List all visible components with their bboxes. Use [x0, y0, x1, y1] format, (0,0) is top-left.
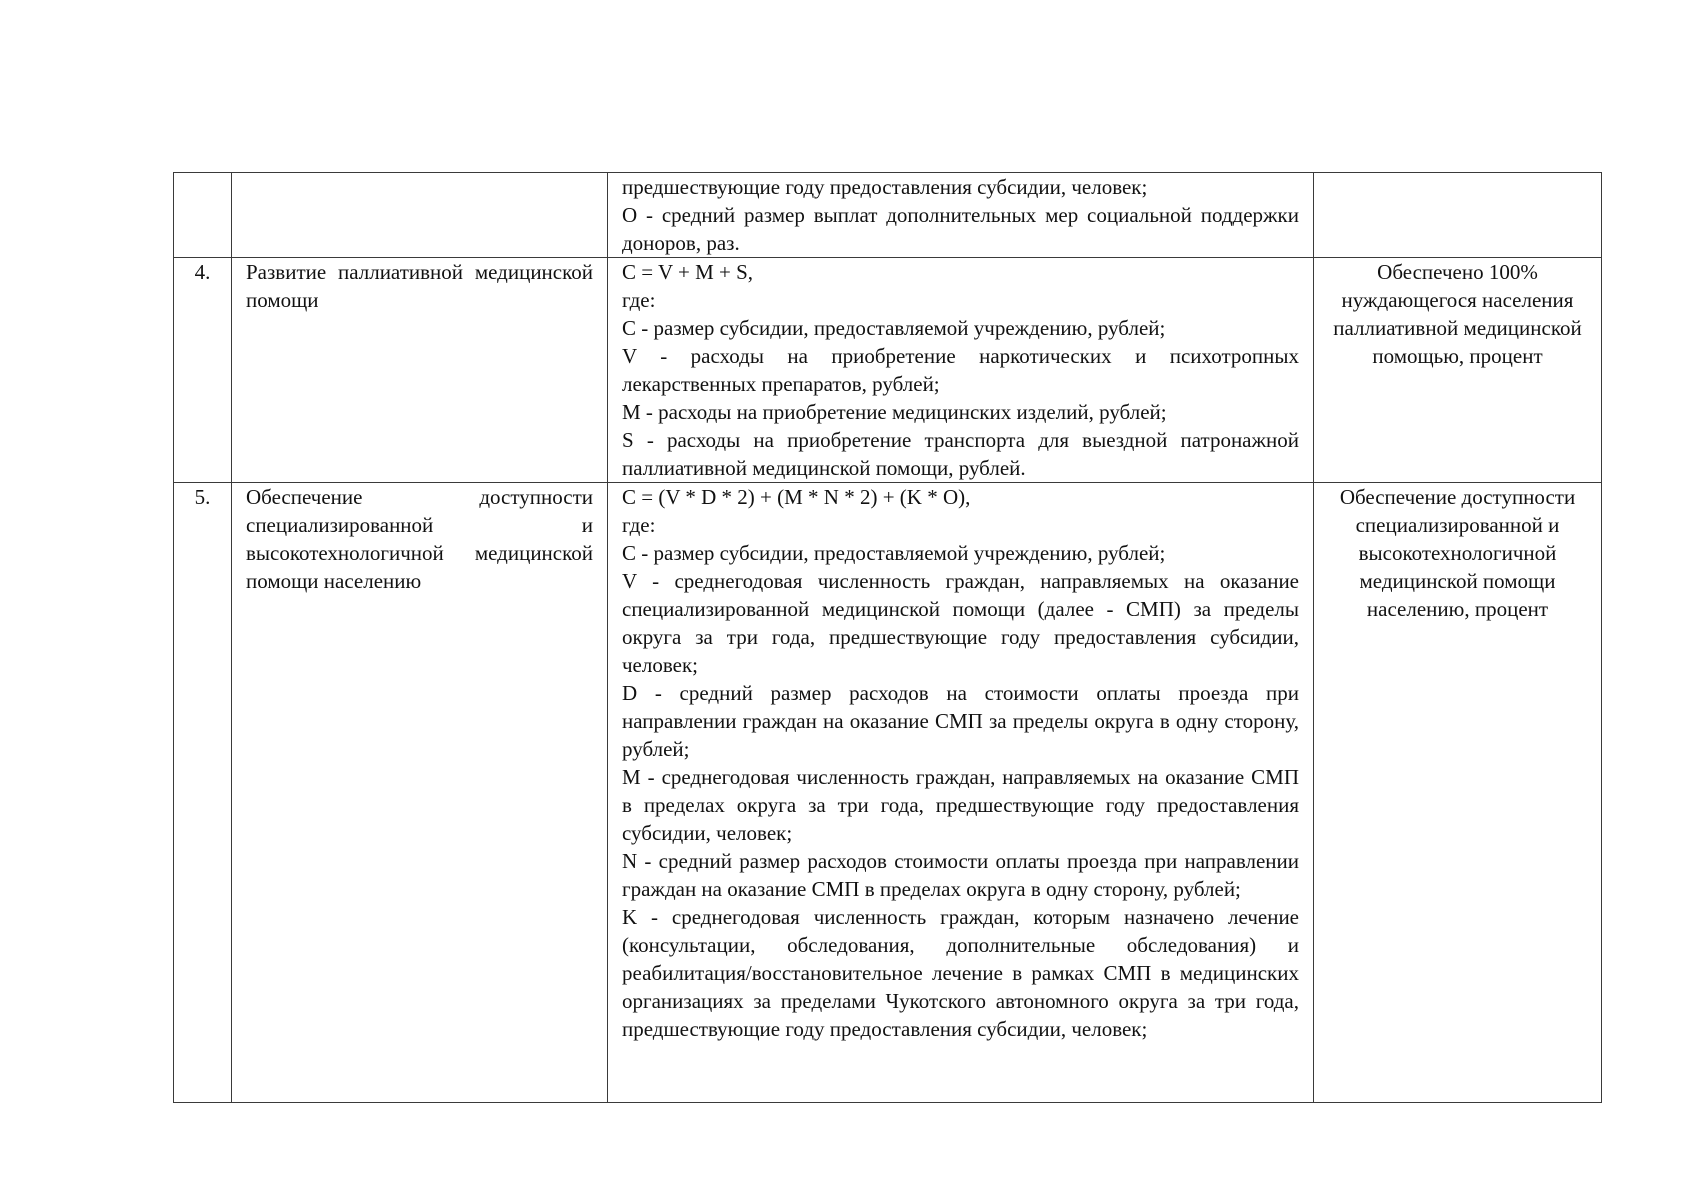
- row-number-cell: [174, 258, 232, 483]
- row-number: 5.: [194, 485, 211, 509]
- formula-line: где:: [622, 288, 656, 312]
- row-formula-cell: [608, 258, 1314, 483]
- formula-line: C - размер субсидии, предоставляемой учреждению, рублей;: [622, 316, 1166, 340]
- formula-line: M - расходы на приобретение медицинских изделий, рублей;: [622, 400, 1167, 424]
- formula-line: C = (V * D * 2) + (M * N * 2) + (K * O),: [622, 485, 971, 509]
- row-number-cell: [174, 173, 232, 258]
- formula-line: O - средний размер выплат дополнительных мер социальной поддержки доноров, раз.: [622, 203, 1299, 255]
- row-result-cell: [1314, 173, 1602, 258]
- row-result-cell: [1314, 258, 1602, 483]
- row-formula-cell: [608, 173, 1314, 258]
- formula-line: где:: [622, 513, 656, 537]
- row-name-cell: [232, 258, 608, 483]
- formula-line: предшествующие году предоставления субсидии, человек;: [622, 175, 1148, 199]
- table-row: [174, 173, 1602, 258]
- formula-line: K - среднегодовая численность граждан, которым назначено лечение (консультации, обследования, дополнительные обследования) и реабилитация/восстановительное лечение в рамках СМП в медицинских организациях за пределами Чукотского автономного округа за три года, предшествующие году предоставления субсидии, человек;: [622, 905, 1299, 1041]
- row-number-cell: [174, 483, 232, 1103]
- formula-line: N - средний размер расходов стоимости оплаты проезда при направлении граждан на оказание СМП в пределах округа в одну сторону, рублей;: [622, 849, 1299, 901]
- table-row: [174, 258, 1602, 483]
- row-name-cell: [232, 483, 608, 1103]
- row-name: Развитие паллиативной медицинской помощи: [246, 260, 593, 312]
- formula-line: V - среднегодовая численность граждан, направляемых на оказание специализированной медицинской помощи (далее - СМП) за пределы округа за три года, предшествующие году предоставления субсидии, человек;: [622, 569, 1299, 677]
- row-number: 4.: [194, 260, 211, 284]
- row-result: Обеспечение доступности специализированной и высокотехнологичной медицинской помощи населению, процент: [1339, 485, 1576, 621]
- row-name: Обеспечение доступности специализированной и высокотехнологичной медицинской помощи населению: [246, 485, 593, 593]
- subsidy-table: [173, 172, 1602, 1103]
- formula-line: M - среднегодовая численность граждан, направляемых на оказание СМП в пределах округа за три года, предшествующие году предоставления субсидии, человек;: [622, 765, 1299, 845]
- formula-line: S - расходы на приобретение транспорта для выездной патронажной паллиативной медицинской помощи, рублей.: [622, 428, 1299, 480]
- row-name-cell: [232, 173, 608, 258]
- row-formula-cell: [608, 483, 1314, 1103]
- formula-line: D - средний размер расходов на стоимости оплаты проезда при направлении граждан на оказание СМП за пределы округа в одну сторону, рублей;: [622, 681, 1299, 761]
- formula-line: C - размер субсидии, предоставляемой учреждению, рублей;: [622, 541, 1166, 565]
- formula-line: C = V + M + S,: [622, 260, 754, 284]
- table-row: [174, 483, 1602, 1103]
- row-result: Обеспечено 100% нуждающегося населения паллиативной медицинской помощью, процент: [1333, 260, 1582, 368]
- row-result-cell: [1314, 483, 1602, 1103]
- formula-line: V - расходы на приобретение наркотических и психотропных лекарственных препаратов, рублей;: [622, 344, 1299, 396]
